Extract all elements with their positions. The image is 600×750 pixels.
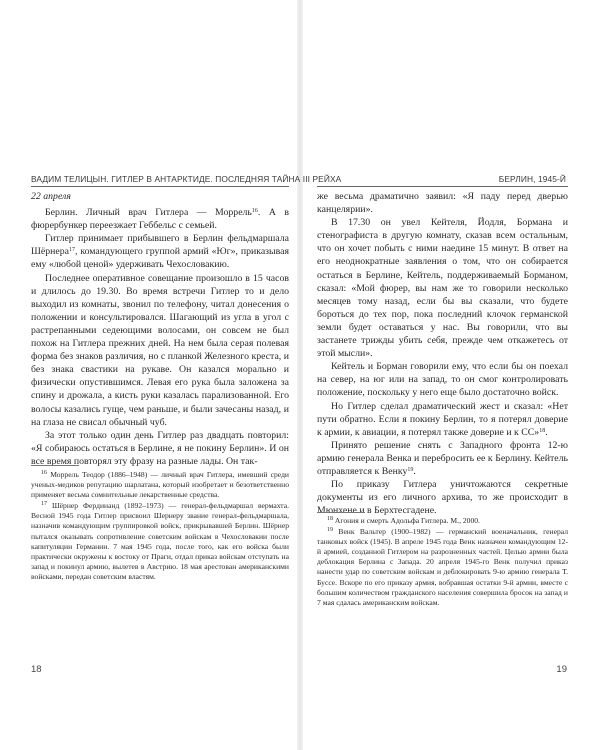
footnotes xyxy=(31,470,289,583)
header-rule xyxy=(31,186,289,187)
right-page xyxy=(303,0,600,750)
running-head: БЕРЛИН, 1945-Й xyxy=(498,174,566,184)
footnote-text: Венк Вальтер (1900–1982) — германский военачальник, генерал танковых войск (1945). В апреле 1945 года Венк назначен командующим 12-й армией, созданной Гитлером на разрозненных частей. Целью армии была деблокация Берлина с Запада. 20 апреля 1945-го Венк получил приказ нанести удар по советским войскам и деблокировать 9-ю армию генерала Т. Буссе. Вскоре по его приказу армия, вобравшая остатки 9-й армии, вместе с большим количеством гражданского населения совершила бросок на запад и 7 мая сдалась американским войскам. xyxy=(317,527,568,607)
footnote-number: 18 xyxy=(327,516,333,522)
footnote xyxy=(31,501,289,582)
paragraph xyxy=(317,190,568,216)
date-heading: 22 апреля xyxy=(31,191,71,202)
paragraph-tail: , командующего группой армий «Юг», приказывая ему «любой ценой» удерживать Чехословакию. xyxy=(31,246,289,271)
paragraph-list xyxy=(317,190,568,517)
footnote xyxy=(31,470,289,500)
footnotes xyxy=(317,516,568,609)
paragraph-tail: . xyxy=(413,465,416,477)
paragraph xyxy=(31,232,289,271)
page-number: 18 xyxy=(31,664,42,675)
paragraph xyxy=(317,439,568,478)
paragraph-text: Но Гитлер сделал драматический жест и сказал: «Нет пути обратно. Если я покину Берлин, то я потерял доверие к армии, к авиации, я потерял также доверие и к СС» xyxy=(317,400,568,438)
paragraph-text: Кейтель и Борман говорили ему, что если бы он поехал на север, на юг или на запад, то он смог контролировать положение, поскольку у него еще было достаточно войск. xyxy=(317,361,568,399)
paragraph-text: В 17.30 он увел Кейтеля, Йодля, Бормана и стенографиста в другую комнату, сказав всем остальным, что он хочет побыть с ними наедине 15 минут. В ответ на его неоднократные заявления о том, что он собирается остаться в Берлине, Кейтель, поддерживаемый Борманом, сказал: «Мой фюрер, вы нам же то говорили несколько месяцев тому назад, если бы вы сказали, что будете бороться до тех пор, пока последний клочок германской земли будет оставаться у нас. Вы говорили, что вы застанете трижды убить себя, прежде чем откажетесь от этой мысли». xyxy=(317,217,568,360)
paragraph-text: Берлин. Личный врач Гитлера — Моррель xyxy=(45,207,252,219)
footnote-ref[interactable]: 18 xyxy=(539,427,546,434)
footnote-rule xyxy=(317,512,365,513)
paragraph xyxy=(317,216,568,360)
paragraph xyxy=(31,206,289,232)
footnote-ref[interactable]: 19 xyxy=(407,466,414,473)
header-rule xyxy=(317,186,568,187)
paragraph xyxy=(317,360,568,399)
paragraph-text: же весьма драматично заявил: «Я паду перед дверью канцелярии». xyxy=(317,191,568,216)
paragraph-tail: . А в фюрербункер переезжает Геббельс с семьей. xyxy=(31,207,289,232)
footnote-text: Моррель Теодор (1886–1948) — личный врач Гитлера, имевший среди ученых-медиков репутацию шарлатана, который изобретает и безответственно применяет весьма сомнительные лекарственные средства. xyxy=(31,470,290,500)
footnote xyxy=(317,516,568,526)
footnote-number: 17 xyxy=(41,501,47,508)
paragraph xyxy=(31,272,289,429)
page-number: 19 xyxy=(556,664,567,675)
footnote xyxy=(317,527,568,608)
footnote-ref[interactable]: 17 xyxy=(68,247,75,254)
paragraph-text: По приказу Гитлера уничтожаются секретные документы из его личного архива, то же происходит в Мюнхене и в Берхтесгадене. xyxy=(317,479,568,517)
footnote-rule xyxy=(31,465,79,466)
paragraph-tail: . xyxy=(545,426,548,438)
body-text xyxy=(31,190,289,468)
paragraph xyxy=(31,429,289,468)
body-text xyxy=(317,190,568,517)
footnote-text: Агония и смерть Адольфа Гитлера. М., 2000. xyxy=(334,516,480,525)
paragraph xyxy=(317,400,568,439)
footnote-number: 16 xyxy=(41,470,47,476)
paragraph-text: Гитлер принимает прибывшего в Берлин фельдмаршала Шёрнера xyxy=(31,233,289,258)
footnote-text: Шёрнер Фердинанд (1892–1973) — генерал-фельдмаршал вермахта. Весной 1945 года Гитлер присвоил Шернеру звание генерал-фельдмаршала, назначив командующим группировкой войск, прикрывавшей Берлин. Шёрнер пытался оказывать сопротивление советским войскам в Чехословакии после капитуляции Германии. 7 мая 1945 года, после того, как его войска были практически окружены к востоку от Праги, отдал приказ войскам отступать на запад и покинул армию, вылетев в Австрию. 18 мая арестован американскими войсками, передан советским властям. xyxy=(31,501,289,581)
paragraph-list xyxy=(31,206,289,468)
paragraph-text: Принято решение снять с Западного фронта 12-ю армию генерала Венка и перебросить ее к Берлину. Кейтель отправляется к Венку xyxy=(317,439,568,477)
running-head: ВАДИМ ТЕЛИЦЫН. ГИТЛЕР В АНТАРКТИДЕ. ПОСЛЕДНЯЯ ТАЙНА III РЕЙХА xyxy=(31,174,342,184)
footnote-number: 19 xyxy=(327,527,333,534)
paragraph-text: Последнее оперативное совещание произошло в 15 часов и длилось до 19.30. Во время встречи Гитлер то и дело выходил из комнаты, звонил по телефону, читал донесения о положении и консультировался. Шагающий из угла в угол с растрепанными седеющими волосами, он совсем не был похож на Гитлера прежних дней. На нем была серая полевая форма без знаков различия, но с планкой Железного креста, и без знака свастики на рукаве. Он казался морально и физически опустившимся. Левая его рука была заложена за спину и дрожала, а кисть руки казалась парализованной. Его волосы казались гуще, чем раньше, и были зачесаны назад, и на глаза не свисал обычный чуб. xyxy=(31,272,289,428)
footnote-ref[interactable]: 16 xyxy=(251,208,258,215)
paragraph-text: За этот только один день Гитлер раз двадцать повторил: «Я собираюсь остаться в Берлине, я не покину Берлин». И он все время повторял эту фразу на разные лады. Он так- xyxy=(31,429,289,467)
